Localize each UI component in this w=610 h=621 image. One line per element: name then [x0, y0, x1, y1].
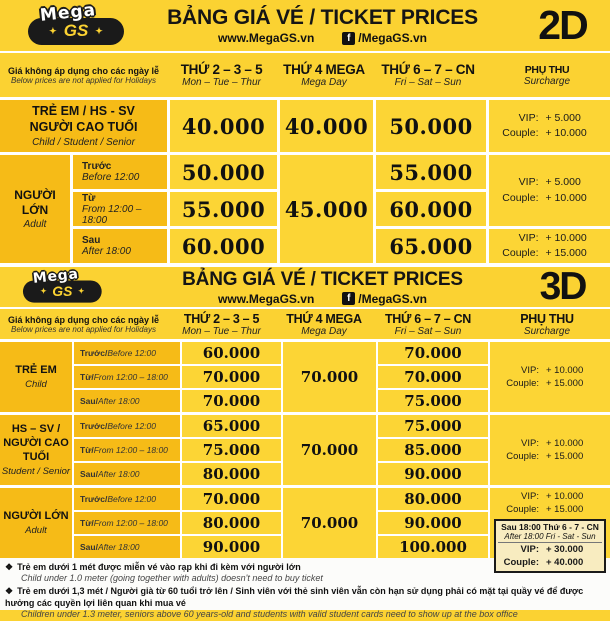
header-center [130, 269, 515, 306]
time-cell: Trước/ Before 12:00 [74, 488, 180, 510]
price-cell-mega-merged: 45.000 [280, 155, 373, 263]
star-icon: ✦ [40, 287, 47, 296]
price-cell: 60.000 [376, 192, 486, 226]
time-cell: Sau/ After 18:00 [74, 536, 180, 558]
column-headers-2d [0, 53, 610, 100]
time-cell: Sau/ After 18:00 [74, 390, 180, 412]
star-icon: ✦ [78, 287, 85, 296]
note-text-en: Children under 1.3 meter, seniors above 60 years-old and students with valid student cards need to show up at the box office [21, 609, 518, 620]
evening-weekend-surcharge-box: Sau 18:00 Thứ 6 - 7 - CN After 18:00 Fri - Sat - Sun VIP: + 30.000 Couple: + 40.000 [494, 519, 606, 574]
surcharge-cell: VIP: + 5.000 Couple: + 10.000 [489, 155, 610, 226]
price-cell: 75.000 [378, 415, 488, 437]
section-2d [0, 0, 610, 263]
price-cell: 60.000 [170, 229, 277, 263]
logo-text-mega: Mega [32, 265, 80, 287]
price-cell: 90.000 [378, 463, 488, 485]
facebook-handle: f /MegaGS.vn [342, 31, 427, 45]
price-cell: 70.000 [182, 488, 281, 510]
group-child [0, 342, 610, 412]
header-2d [0, 0, 610, 53]
logo-text-gs: GS [52, 283, 73, 299]
page-title: BẢNG GIÁ VÉ / TICKET PRICES [182, 268, 463, 290]
price-cell-mega-merged: 70.000 [283, 342, 376, 412]
price-cell: 40.000 [280, 100, 373, 152]
format-label-3d: 3D [539, 265, 586, 308]
price-cell-mega-merged: 70.000 [283, 488, 376, 558]
price-cell: 70.000 [378, 342, 488, 364]
price-cell: 70.000 [182, 366, 281, 388]
holiday-note: Giá không áp dụng cho các ngày lễ Below prices are not applied for Holidays [7, 314, 160, 334]
time-cell: Trước/ Before 12:00 [74, 415, 180, 437]
holiday-note: Giá không áp dụng cho các ngày lễ Below prices are not applied for Holidays [7, 65, 160, 85]
price-cell: 70.000 [378, 366, 488, 388]
surcharge-cell: VIP: + 5.000 Couple: + 10.000 [489, 100, 610, 152]
facebook-icon: f [342, 32, 355, 45]
column-headers-3d [0, 309, 610, 342]
price-cell: 65.000 [376, 229, 486, 263]
format-label-2d: 2D [538, 2, 587, 48]
time-cell: Sau After 18:00 [73, 229, 167, 263]
price-cell: 80.000 [182, 512, 281, 534]
price-cell: 80.000 [378, 488, 488, 510]
website-url: www.MegaGS.vn [218, 291, 315, 306]
note-text-vi: Trẻ em dưới 1,3 mét / Người già từ 60 tuổi trở lên / Sinh viên với thẻ sinh viên vẫn còn hạn sử dụng phải có mặt tại quầy vé để được hưởng các quyền lợi liên quan khi mua vé [5, 585, 584, 608]
column-header-mega-day: THỨ 4 MEGA Mega Day [286, 311, 362, 337]
surcharge-cell-adult: VIP: + 10.000 Couple: + 15.000 Sau 18:00 Thứ 6 - 7 - CN After 18:00 Fri - Sat - Sun VIP: + 30.000 Couple: + 40.000 [490, 488, 610, 558]
price-cell: 50.000 [170, 155, 277, 189]
diamond-bullet-icon: ❖ [5, 585, 14, 596]
note-text-en: Child under 1.0 meter (going together with adults) doesn't need to buy ticket [21, 573, 323, 584]
row-label-student-senior: HS – SV / NGƯỜI CAO TUỔI Student / Senior [0, 415, 72, 485]
logo-text-mega: Mega [39, 0, 97, 26]
price-cell: 50.000 [376, 100, 486, 152]
price-cell: 65.000 [182, 415, 281, 437]
time-cell: Từ From 12:00 – 18:00 [73, 192, 167, 226]
time-cell: Trước Before 12:00 [73, 155, 167, 189]
time-cell: Từ/ From 12:00 – 18:00 [74, 439, 180, 461]
megags-logo [0, 2, 130, 50]
column-header-fri-sat-sun: THỨ 6 – 7 – CN Fri – Sat – Sun [384, 311, 472, 337]
diamond-bullet-icon: ❖ [5, 562, 14, 572]
time-cell: Từ/ From 12:00 – 18:00 [74, 512, 180, 534]
price-cell: 75.000 [378, 390, 488, 412]
price-cell: 60.000 [182, 342, 281, 364]
header-3d [0, 267, 610, 309]
website-url: www.MegaGS.vn [218, 31, 315, 45]
column-header-mon-tue-thur: THỨ 2 – 3 – 5 Mon – Tue – Thur [180, 62, 263, 88]
price-cell: 90.000 [182, 536, 281, 558]
surcharge-cell: VIP: + 10.000 Couple: + 15.000 [489, 229, 610, 263]
time-cell: Sau/ After 18:00 [74, 463, 180, 485]
column-header-mon-tue-thur: THỨ 2 – 3 – 5 Mon – Tue – Thur [182, 311, 261, 337]
star-icon: ✦ [49, 25, 57, 36]
price-cell: 55.000 [376, 155, 486, 189]
facebook-icon: f [342, 292, 355, 305]
price-cell: 80.000 [182, 463, 281, 485]
row-label-adult: NGƯỜI LỚN Adult [0, 155, 70, 263]
page-title: BẢNG GIÁ VÉ / TICKET PRICES [167, 6, 478, 29]
price-table-2d [0, 100, 610, 263]
column-header-surcharge: PHỤ THU Surcharge [523, 63, 571, 87]
facebook-handle: f /MegaGS.vn [342, 292, 427, 306]
group-student-senior [0, 415, 610, 485]
column-header-mega-day: THỨ 4 MEGA Mega Day [283, 62, 365, 88]
row-label-child: TRẺ EM Child [0, 342, 72, 412]
column-header-surcharge: PHỤ THU Surcharge [520, 311, 574, 337]
star-icon: ✦ [95, 25, 103, 36]
header-center [130, 6, 515, 45]
time-cell: Trước/ Before 12:00 [74, 342, 180, 364]
logo-text-gs: GS [63, 21, 89, 40]
price-cell: 55.000 [170, 192, 277, 226]
surcharge-cell: VIP: + 10.000 Couple: + 15.000 [490, 342, 610, 412]
row-label-child-student-senior: TRẺ EM / HS - SV NGƯỜI CAO TUỔI Child / Student / Senior [0, 100, 167, 152]
price-cell: 85.000 [378, 439, 488, 461]
megags-logo [0, 267, 107, 306]
price-cell: 100.000 [378, 536, 488, 558]
column-header-fri-sat-sun: THỨ 6 – 7 – CN Fri – Sat – Sun [381, 62, 475, 88]
surcharge-cell: VIP: + 10.000 Couple: + 15.000 [490, 415, 610, 485]
price-cell: 40.000 [170, 100, 277, 152]
note-item [5, 585, 604, 621]
time-cell: Từ/ From 12:00 – 18:00 [74, 366, 180, 388]
price-cell: 75.000 [182, 439, 281, 461]
price-cell: 70.000 [182, 390, 281, 412]
row-label-adult: NGƯỜI LỚN Adult [0, 488, 72, 558]
note-text-vi: Trẻ em dưới 1 mét được miễn vé vào rạp khi đi kèm với người lớn [17, 562, 301, 572]
price-cell-mega-merged: 70.000 [283, 415, 376, 485]
price-cell: 90.000 [378, 512, 488, 534]
